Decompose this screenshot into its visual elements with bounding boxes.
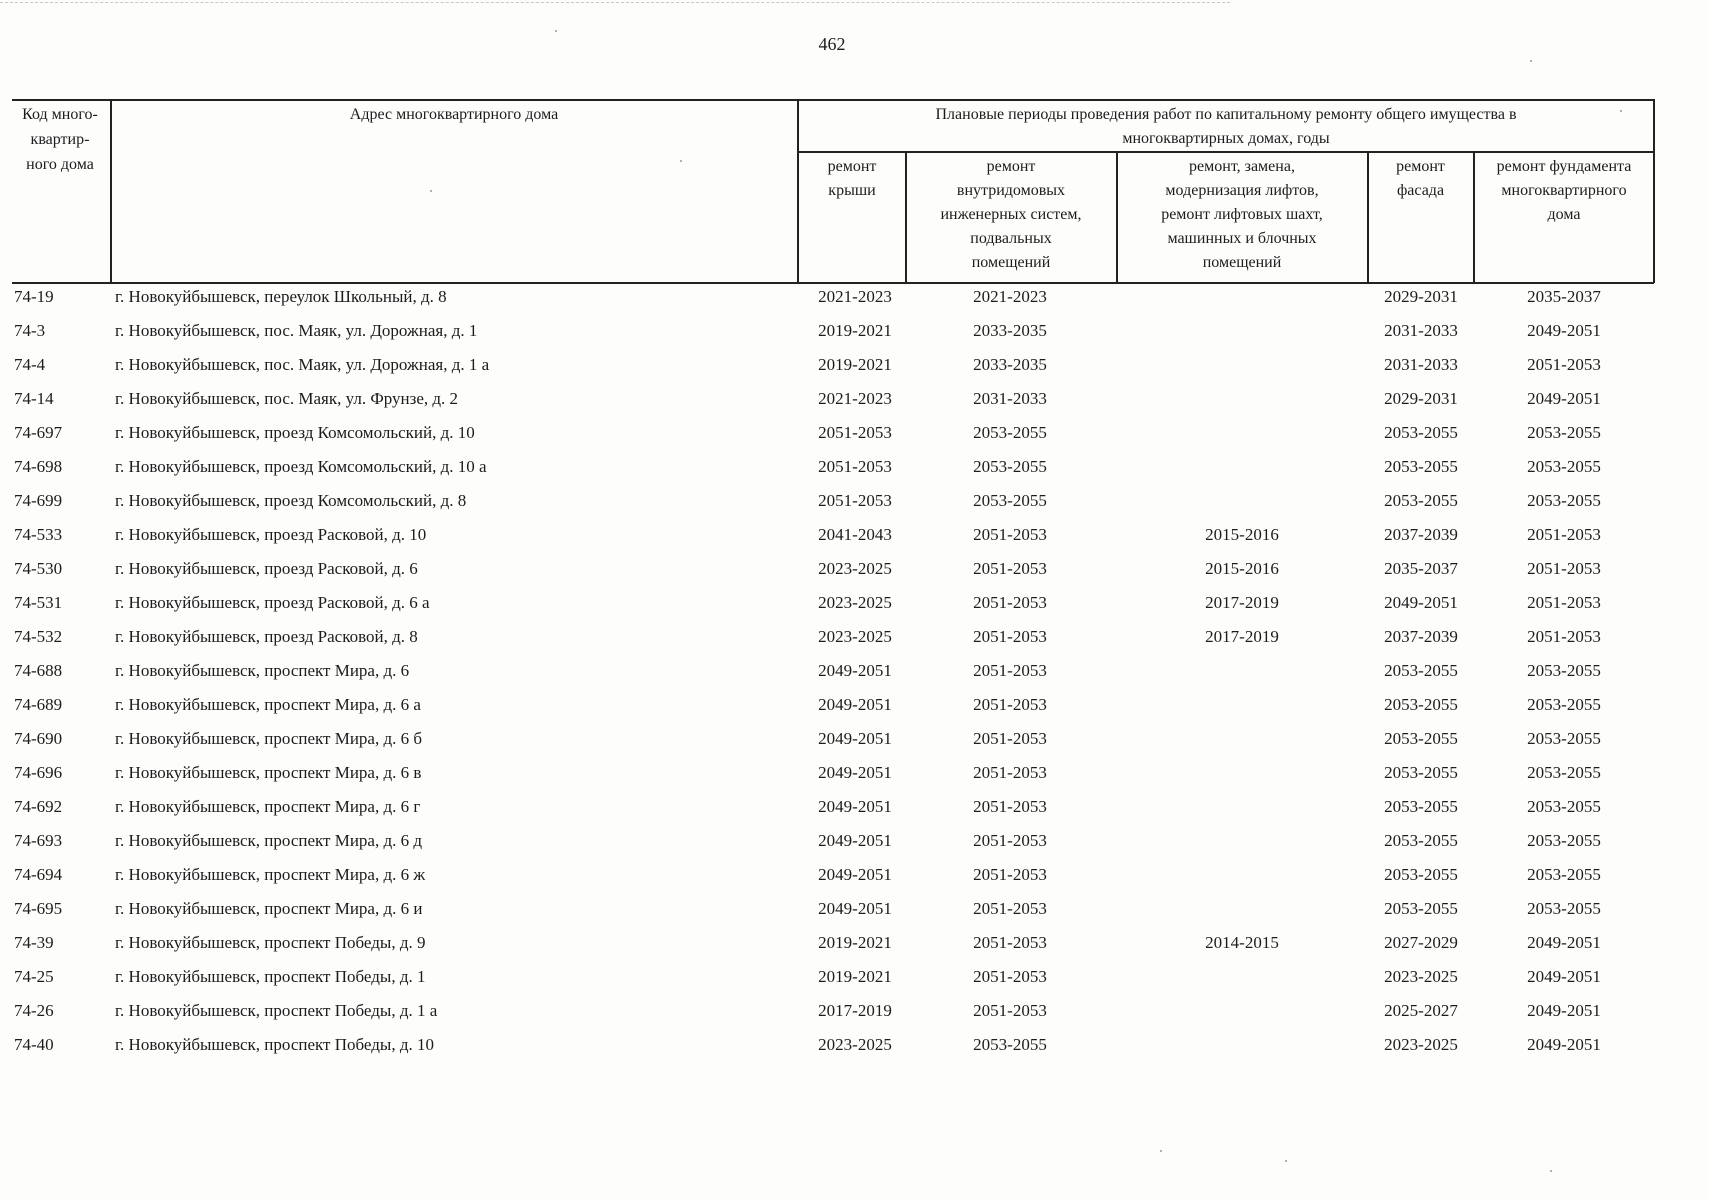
table-row (0, 796, 1709, 830)
cell-foundation: 2049-2051 (1527, 967, 1601, 986)
cell-engineering: 2051-2053 (973, 899, 1047, 918)
cell-foundation: 2051-2053 (1527, 525, 1601, 544)
table-row (0, 592, 1709, 626)
cell-engineering: 2051-2053 (973, 525, 1047, 544)
cell-address: г. Новокуйбышевск, проспект Мира, д. 6 г (115, 797, 421, 816)
table-row (0, 422, 1709, 456)
scan-speck (1550, 1170, 1552, 1172)
cell-engineering: 2051-2053 (973, 865, 1047, 884)
table-row (0, 354, 1709, 388)
cell-facade: 2029-2031 (1384, 389, 1458, 408)
cell-address: г. Новокуйбышевск, проспект Победы, д. 10 (115, 1035, 434, 1054)
cell-address: г. Новокуйбышевск, проезд Комсомольский, д. 10 а (115, 457, 487, 476)
header-roof (800, 155, 904, 203)
header-engineering-line: помещений (971, 254, 1051, 271)
cell-address: г. Новокуйбышевск, переулок Школьный, д. 8 (115, 287, 447, 306)
cell-code: 74-40 (14, 1035, 54, 1054)
cell-engineering: 2051-2053 (973, 797, 1047, 816)
cell-address: г. Новокуйбышевск, проспект Победы, д. 9 (115, 933, 426, 952)
cell-code: 74-532 (14, 627, 63, 646)
table-row (0, 558, 1709, 592)
cell-roof: 2049-2051 (818, 661, 892, 680)
cell-roof: 2051-2053 (818, 423, 892, 442)
header-address: Адрес многоквартирного дома (349, 106, 559, 123)
cell-facade: 2037-2039 (1384, 627, 1458, 646)
table-row (0, 286, 1709, 320)
header-periods-line: Плановые периоды проведения работ по капитальному ремонту общего имущества в (935, 106, 1517, 123)
cell-code: 74-14 (14, 389, 54, 408)
header-code-line: ного дома (26, 156, 94, 173)
cell-facade: 2023-2025 (1384, 1035, 1458, 1054)
header-code-line: квартир- (30, 131, 90, 148)
cell-engineering: 2051-2053 (973, 831, 1047, 850)
cell-engineering: 2053-2055 (973, 457, 1047, 476)
cell-address: г. Новокуйбышевск, проспект Мира, д. 6 а (115, 695, 421, 714)
header-foundation (1475, 155, 1653, 227)
cell-foundation: 2053-2055 (1527, 865, 1601, 884)
cell-code: 74-694 (14, 865, 63, 884)
cell-engineering: 2051-2053 (973, 593, 1047, 612)
cell-code: 74-39 (14, 933, 54, 952)
cell-foundation: 2053-2055 (1527, 831, 1601, 850)
cell-address: г. Новокуйбышевск, пос. Маяк, ул. Фрунзе, д. 2 (115, 389, 459, 408)
cell-lifts: 2015-2016 (1205, 559, 1279, 578)
cell-code: 74-688 (14, 661, 63, 680)
scan-edge-line (0, 2, 1230, 3)
cell-foundation: 2051-2053 (1527, 355, 1601, 374)
cell-roof: 2049-2051 (818, 797, 892, 816)
cell-code: 74-19 (14, 287, 54, 306)
cell-roof: 2021-2023 (818, 287, 892, 306)
cell-roof: 2017-2019 (818, 1001, 892, 1020)
cell-address: г. Новокуйбышевск, проезд Расковой, д. 10 (115, 525, 427, 544)
cell-facade: 2025-2027 (1384, 1001, 1458, 1020)
header-roof-line: крыши (828, 182, 876, 199)
cell-foundation: 2053-2055 (1527, 797, 1601, 816)
cell-facade: 2053-2055 (1384, 797, 1458, 816)
scan-speck (555, 30, 557, 32)
cell-facade: 2053-2055 (1384, 729, 1458, 748)
table-row (0, 1000, 1709, 1034)
table-row (0, 898, 1709, 932)
header-periods (800, 103, 1652, 151)
header-lifts-line: ремонт лифтовых шахт, (1161, 206, 1323, 223)
cell-address: г. Новокуйбышевск, проспект Мира, д. 6 д (115, 831, 423, 850)
cell-lifts: 2015-2016 (1205, 525, 1279, 544)
cell-foundation: 2053-2055 (1527, 491, 1601, 510)
cell-foundation: 2053-2055 (1527, 695, 1601, 714)
cell-address: г. Новокуйбышевск, проспект Мира, д. 6 б (115, 729, 423, 748)
cell-foundation: 2049-2051 (1527, 321, 1601, 340)
scan-speck (1160, 1150, 1162, 1152)
cell-roof: 2019-2021 (818, 321, 892, 340)
table-row (0, 388, 1709, 422)
cell-code: 74-530 (14, 559, 63, 578)
header-periods-line: многоквартирных домах, годы (1122, 130, 1330, 147)
cell-engineering: 2051-2053 (973, 933, 1047, 952)
cell-facade: 2053-2055 (1384, 763, 1458, 782)
cell-address: г. Новокуйбышевск, проезд Комсомольский, д. 10 (115, 423, 475, 442)
cell-foundation: 2035-2037 (1527, 287, 1601, 306)
cell-address: г. Новокуйбышевск, проспект Мира, д. 6 ж (115, 865, 426, 884)
cell-foundation: 2051-2053 (1527, 593, 1601, 612)
cell-foundation: 2053-2055 (1527, 661, 1601, 680)
cell-code: 74-693 (14, 831, 63, 850)
cell-facade: 2031-2033 (1384, 321, 1458, 340)
scan-speck (1530, 60, 1532, 62)
cell-facade: 2023-2025 (1384, 967, 1458, 986)
cell-roof: 2051-2053 (818, 457, 892, 476)
table-row (0, 320, 1709, 354)
cell-facade: 2053-2055 (1384, 695, 1458, 714)
cell-roof: 2023-2025 (818, 559, 892, 578)
cell-foundation: 2049-2051 (1527, 933, 1601, 952)
cell-engineering: 2053-2055 (973, 1035, 1047, 1054)
cell-foundation: 2051-2053 (1527, 627, 1601, 646)
cell-facade: 2053-2055 (1384, 865, 1458, 884)
cell-lifts: 2017-2019 (1205, 593, 1279, 612)
cell-facade: 2037-2039 (1384, 525, 1458, 544)
cell-foundation: 2049-2051 (1527, 1035, 1601, 1054)
scan-speck (1285, 1160, 1287, 1162)
cell-foundation: 2053-2055 (1527, 729, 1601, 748)
cell-engineering: 2021-2023 (973, 287, 1047, 306)
cell-address: г. Новокуйбышевск, проезд Комсомольский, д. 8 (115, 491, 467, 510)
cell-foundation: 2053-2055 (1527, 763, 1601, 782)
scan-speck (680, 160, 682, 162)
table-row (0, 830, 1709, 864)
cell-facade: 2049-2051 (1384, 593, 1458, 612)
header-facade (1369, 155, 1472, 203)
table-row (0, 626, 1709, 660)
cell-foundation: 2053-2055 (1527, 457, 1601, 476)
header-engineering-line: подвальных (970, 230, 1052, 247)
cell-roof: 2023-2025 (818, 1035, 892, 1054)
cell-address: г. Новокуйбышевск, проспект Мира, д. 6 в (115, 763, 422, 782)
header-engineering-line: ремонт (986, 158, 1036, 175)
frame-line (12, 99, 1654, 101)
table-row (0, 932, 1709, 966)
cell-code: 74-531 (14, 593, 63, 612)
cell-roof: 2049-2051 (818, 865, 892, 884)
table-row (0, 864, 1709, 898)
header-foundation-line: дома (1547, 206, 1581, 223)
header-lifts-line: модернизация лифтов, (1165, 182, 1319, 199)
table-row (0, 456, 1709, 490)
cell-code: 74-699 (14, 491, 63, 510)
header-engineering-line: инженерных систем, (940, 206, 1082, 223)
cell-engineering: 2033-2035 (973, 321, 1047, 340)
table-row (0, 490, 1709, 524)
header-foundation-line: многоквартирного (1501, 182, 1627, 199)
cell-code: 74-25 (14, 967, 54, 986)
cell-engineering: 2031-2033 (973, 389, 1047, 408)
cell-address: г. Новокуйбышевск, проезд Расковой, д. 6 а (115, 593, 430, 612)
cell-code: 74-533 (14, 525, 63, 544)
header-lifts (1118, 155, 1366, 275)
header-engineering-line: внутридомовых (956, 182, 1066, 199)
cell-roof: 2023-2025 (818, 593, 892, 612)
table-row (0, 728, 1709, 762)
cell-code: 74-689 (14, 695, 63, 714)
cell-address: г. Новокуйбышевск, пос. Маяк, ул. Дорожная, д. 1 а (115, 355, 490, 374)
cell-engineering: 2051-2053 (973, 695, 1047, 714)
frame-line (797, 99, 799, 283)
cell-roof: 2019-2021 (818, 933, 892, 952)
cell-code: 74-692 (14, 797, 63, 816)
cell-roof: 2049-2051 (818, 695, 892, 714)
cell-foundation: 2051-2053 (1527, 559, 1601, 578)
cell-engineering: 2051-2053 (973, 967, 1047, 986)
cell-address: г. Новокуйбышевск, проезд Расковой, д. 8 (115, 627, 418, 646)
cell-engineering: 2051-2053 (973, 1001, 1047, 1020)
header-facade-line: фасада (1396, 182, 1445, 199)
cell-facade: 2029-2031 (1384, 287, 1458, 306)
header-facade-line: ремонт (1396, 158, 1445, 175)
frame-line (12, 282, 1654, 284)
cell-engineering: 2033-2035 (973, 355, 1047, 374)
table-row (0, 966, 1709, 1000)
cell-foundation: 2049-2051 (1527, 1001, 1601, 1020)
cell-engineering: 2051-2053 (973, 729, 1047, 748)
cell-engineering: 2053-2055 (973, 423, 1047, 442)
cell-foundation: 2049-2051 (1527, 389, 1601, 408)
cell-facade: 2053-2055 (1384, 661, 1458, 680)
cell-engineering: 2051-2053 (973, 627, 1047, 646)
cell-roof: 2019-2021 (818, 355, 892, 374)
page-number: 462 (818, 34, 846, 54)
cell-code: 74-26 (14, 1001, 54, 1020)
cell-foundation: 2053-2055 (1527, 899, 1601, 918)
table-row (0, 762, 1709, 796)
header-code-line: Код много- (22, 106, 98, 123)
cell-address: г. Новокуйбышевск, проспект Мира, д. 6 (115, 661, 410, 680)
cell-roof: 2019-2021 (818, 967, 892, 986)
cell-facade: 2053-2055 (1384, 457, 1458, 476)
cell-code: 74-695 (14, 899, 63, 918)
cell-code: 74-3 (14, 321, 46, 340)
cell-code: 74-690 (14, 729, 63, 748)
cell-facade: 2053-2055 (1384, 831, 1458, 850)
cell-address: г. Новокуйбышевск, проезд Расковой, д. 6 (115, 559, 418, 578)
cell-facade: 2031-2033 (1384, 355, 1458, 374)
cell-roof: 2049-2051 (818, 899, 892, 918)
cell-roof: 2021-2023 (818, 389, 892, 408)
cell-roof: 2049-2051 (818, 729, 892, 748)
cell-code: 74-697 (14, 423, 63, 442)
cell-code: 74-698 (14, 457, 63, 476)
cell-facade: 2053-2055 (1384, 423, 1458, 442)
header-code (10, 102, 110, 177)
table-row (0, 660, 1709, 694)
cell-facade: 2053-2055 (1384, 491, 1458, 510)
cell-roof: 2051-2053 (818, 491, 892, 510)
header-lifts-line: помещений (1202, 254, 1282, 271)
cell-roof: 2023-2025 (818, 627, 892, 646)
cell-roof: 2041-2043 (818, 525, 892, 544)
cell-roof: 2049-2051 (818, 831, 892, 850)
cell-roof: 2049-2051 (818, 763, 892, 782)
cell-address: г. Новокуйбышевск, проспект Мира, д. 6 и (115, 899, 423, 918)
cell-facade: 2027-2029 (1384, 933, 1458, 952)
header-lifts-line: машинных и блочных (1167, 230, 1317, 247)
table-row (0, 694, 1709, 728)
cell-foundation: 2053-2055 (1527, 423, 1601, 442)
cell-facade: 2035-2037 (1384, 559, 1458, 578)
header-foundation-line: ремонт фундамента (1496, 158, 1632, 175)
frame-line (1653, 99, 1655, 283)
cell-engineering: 2051-2053 (973, 661, 1047, 680)
cell-lifts: 2014-2015 (1205, 933, 1279, 952)
table-row (0, 1034, 1709, 1068)
cell-engineering: 2051-2053 (973, 763, 1047, 782)
cell-address: г. Новокуйбышевск, проспект Победы, д. 1 (115, 967, 426, 986)
frame-line (798, 151, 1654, 153)
cell-lifts: 2017-2019 (1205, 627, 1279, 646)
scan-speck (430, 190, 432, 192)
cell-address: г. Новокуйбышевск, проспект Победы, д. 1 а (115, 1001, 438, 1020)
header-engineering (907, 155, 1115, 275)
cell-code: 74-4 (14, 355, 46, 374)
header-lifts-line: ремонт, замена, (1189, 158, 1295, 175)
header-roof-line: ремонт (827, 158, 877, 175)
cell-code: 74-696 (14, 763, 63, 782)
table-row (0, 524, 1709, 558)
cell-engineering: 2053-2055 (973, 491, 1047, 510)
cell-address: г. Новокуйбышевск, пос. Маяк, ул. Дорожная, д. 1 (115, 321, 478, 340)
cell-facade: 2053-2055 (1384, 899, 1458, 918)
cell-engineering: 2051-2053 (973, 559, 1047, 578)
